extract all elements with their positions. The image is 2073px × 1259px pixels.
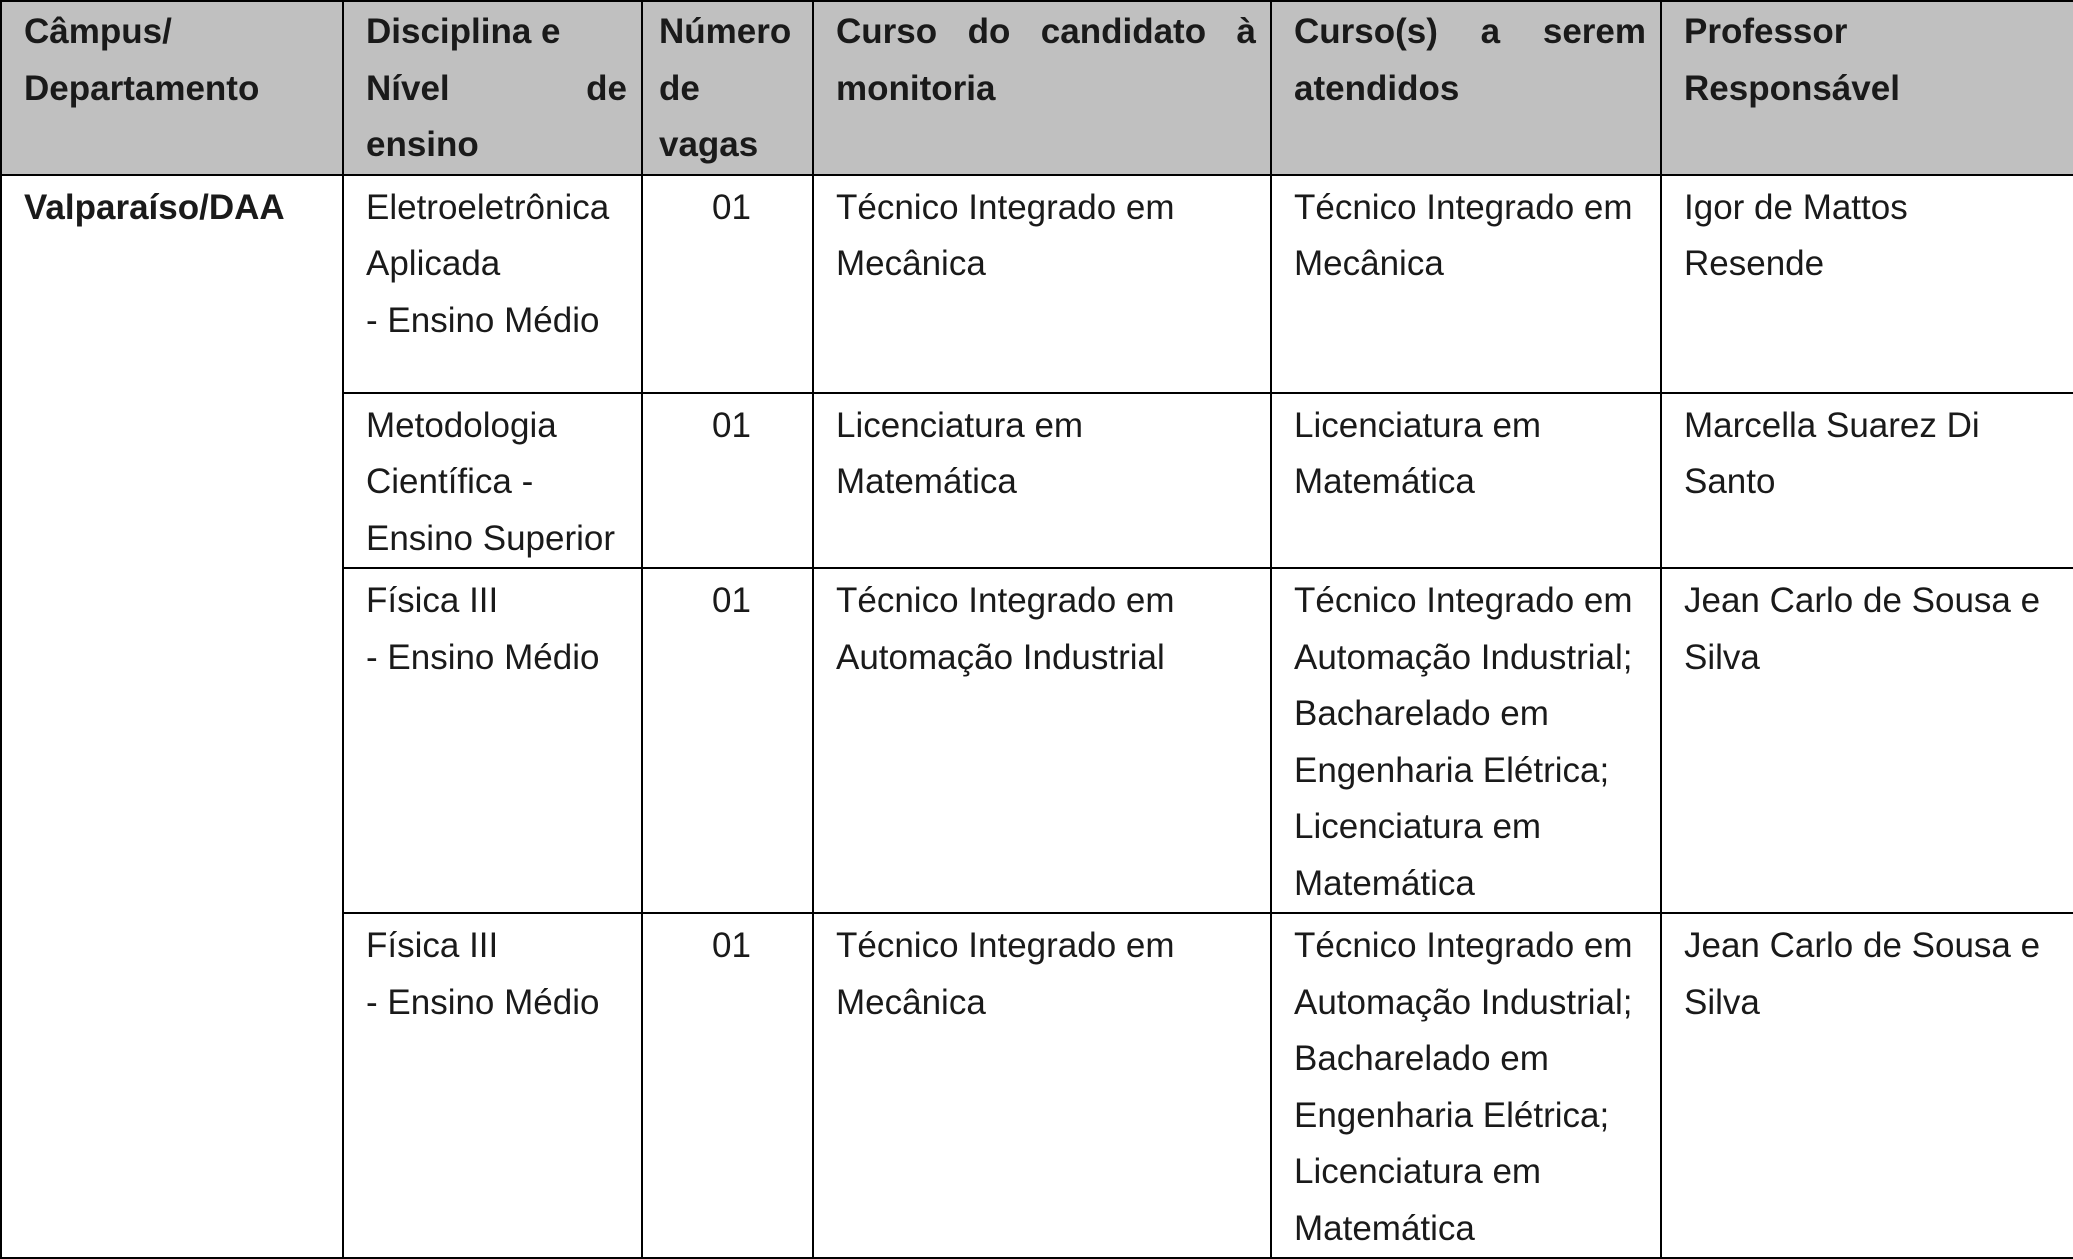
cell-line: Automação Industrial; [1294,637,1633,677]
cell-line: Licenciatura em [836,405,1084,445]
header-disciplina-line: Disciplina e [366,12,561,51]
header-curso-candidato-line: monitoria [836,68,996,108]
curso-candidato-cell [813,393,1271,569]
header-campus-line: Departamento [24,68,260,108]
cursos-atendidos-cell [1271,568,1661,913]
header-disciplina-line [366,61,627,118]
header-cursos-atendidos [1271,1,1661,175]
professor-cell [1661,913,2073,1258]
header-campus [1,1,343,175]
cell-line: Técnico Integrado em [1294,187,1633,227]
cell-line: Técnico Integrado em [836,926,1175,965]
cell-line: Matemática [836,462,1017,501]
cell-line: Jean Carlo de Sousa e [1684,581,2041,620]
cell-line: Bacharelado em [1294,694,1549,733]
cell-line: Mecânica [1294,244,1444,283]
disciplina-cell [343,568,642,913]
disciplina-cell [343,913,642,1258]
cell-line: Marcella Suarez Di [1684,405,1980,445]
cursos-atendidos-cell [1271,913,1661,1258]
professor-cell [1661,568,2073,913]
table-row [1,175,2073,393]
cell-line: Santo [1684,462,1776,501]
header-professor-line: Professor [1684,12,1848,51]
header-numero-line: Número [659,12,792,51]
header-curso-candidato-line: Curso do candidato à [836,12,1256,51]
cell-line: Técnico Integrado em [836,187,1175,227]
cell-line: - Ensino Médio [366,982,600,1022]
cell-line: Técnico Integrado em [1294,926,1633,965]
cell-line: Aplicada [366,244,501,283]
cell-line: Matemática [1294,863,1475,903]
curso-candidato-cell [813,568,1271,913]
cell-line: Eletroeletrônica [366,187,610,227]
cell-line: Ensino Superior [366,518,616,558]
professor-cell [1661,393,2073,569]
cell-line: Técnico Integrado em [1294,581,1633,620]
cell-line: Física III [366,581,499,620]
cell-line: Mecânica [836,244,986,283]
cell-line: Silva [1684,637,1760,677]
cell-line: Científica - [366,462,534,501]
cell-line: - Ensino Médio [366,637,600,677]
cell-line: Engenharia Elétrica; [1294,750,1610,790]
header-cursos-atendidos-line: atendidos [1294,68,1460,108]
curso-candidato-cell [813,175,1271,393]
header-professor-line: Responsável [1684,68,1900,108]
header-disciplina-word: Nível [366,68,450,108]
cell-line: Igor de Mattos [1684,187,1908,227]
cell-line: - Ensino Médio [366,300,600,340]
vagas-cell: 01 [642,568,813,913]
campus-cell: Valparaíso/DAA [1,175,343,1259]
header-disciplina-line: ensino [366,125,479,164]
cell-line: Bacharelado em [1294,1039,1549,1078]
vagas-cell: 01 [642,175,813,393]
professor-cell [1661,175,2073,393]
cell-line: Metodologia [366,405,557,445]
header-numero-line: de [659,68,700,108]
cell-line: Matemática [1294,462,1475,501]
curso-candidato-cell [813,913,1271,1258]
cell-line: Jean Carlo de Sousa e [1684,926,2041,965]
header-disciplina [343,1,642,175]
header-curso-candidato [813,1,1271,175]
cell-line: Resende [1684,244,1825,283]
disciplina-cell [343,393,642,569]
header-disciplina-word: de [586,68,627,108]
vagas-cell: 01 [642,913,813,1258]
cursos-atendidos-cell [1271,175,1661,393]
header-numero-line: vagas [659,125,759,164]
cell-line: Licenciatura em [1294,1152,1542,1191]
cell-line: Licenciatura em [1294,807,1542,846]
header-numero-vagas [642,1,813,175]
cell-line: Engenharia Elétrica; [1294,1095,1610,1135]
header-campus-line: Câmpus/ [24,12,172,51]
cell-line: Licenciatura em [1294,405,1542,445]
header-row [1,1,2073,175]
vagas-cell: 01 [642,393,813,569]
cell-line: Técnico Integrado em [836,581,1175,620]
cell-line: Automação Industrial; [1294,982,1633,1022]
header-cursos-atendidos-line: Curso(s) a serem [1294,12,1646,51]
cursos-atendidos-cell [1271,393,1661,569]
cell-line: Mecânica [836,982,986,1022]
cell-line: Física III [366,926,499,965]
header-professor [1661,1,2073,175]
cell-line: Matemática [1294,1208,1475,1248]
disciplina-cell [343,175,642,393]
cell-line: Automação Industrial [836,637,1165,677]
cell-line: Silva [1684,982,1760,1022]
